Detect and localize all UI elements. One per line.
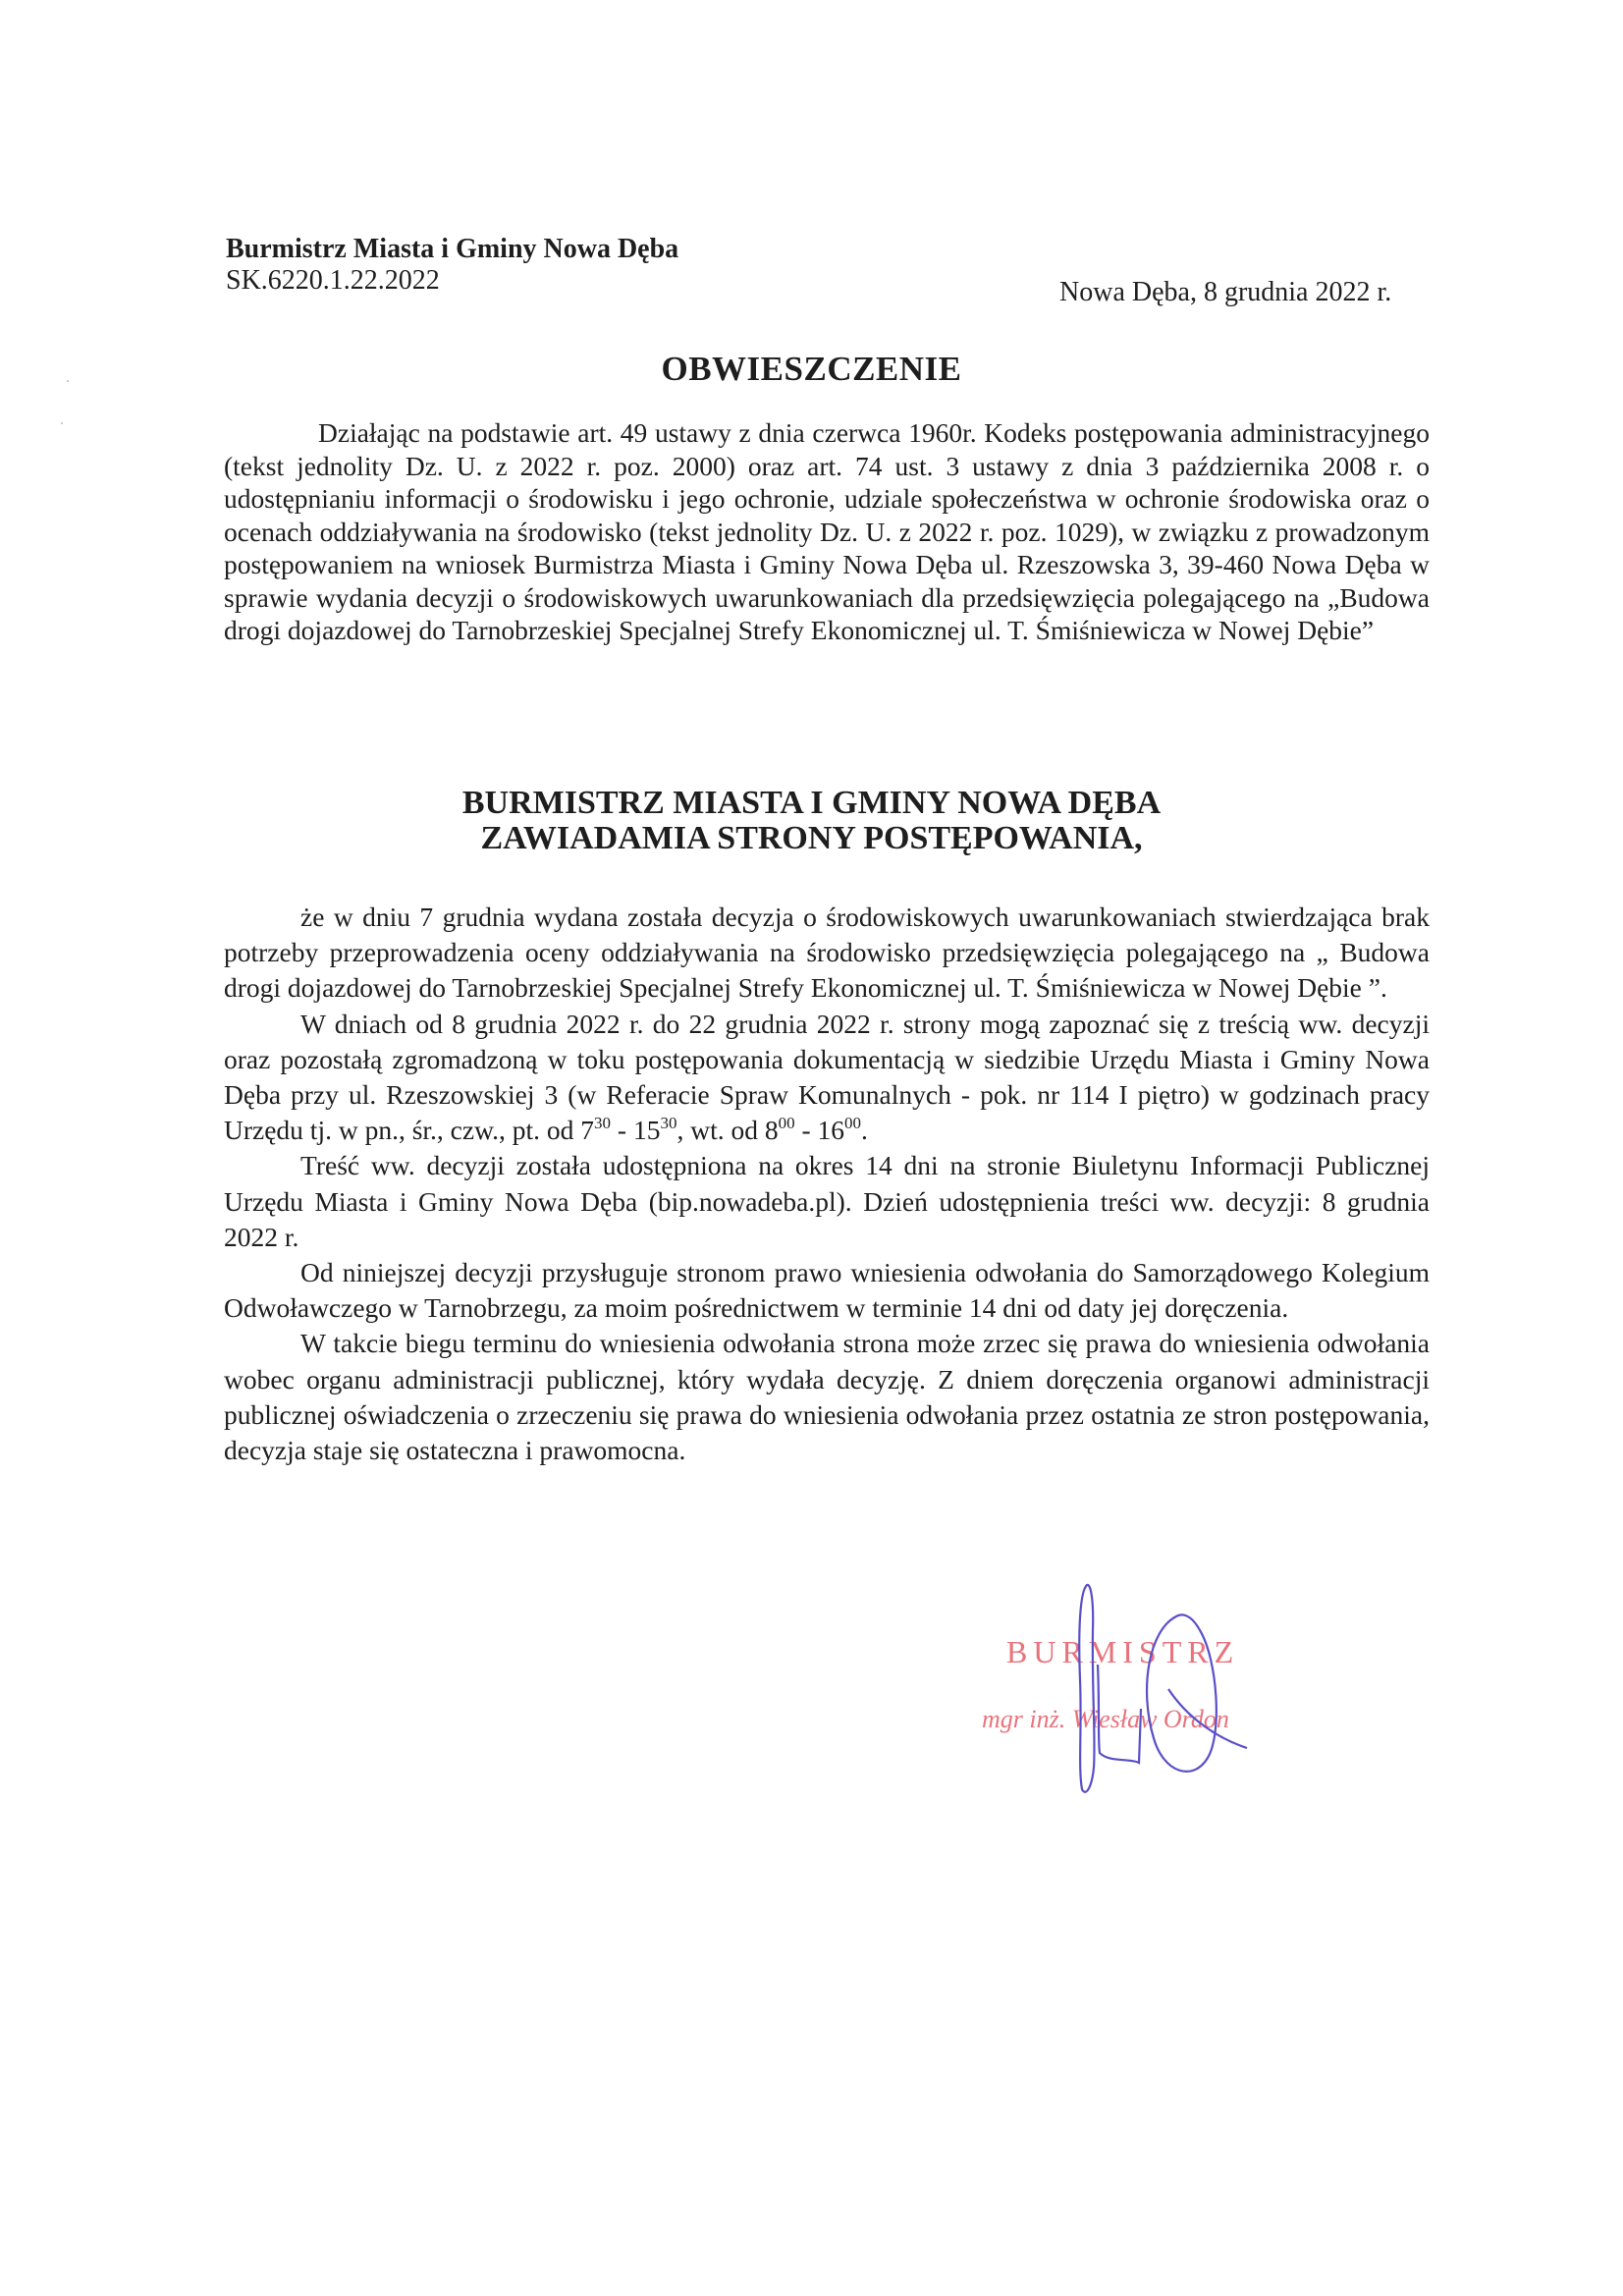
decision-paragraph: że w dniu 7 grudnia wydana została decyzja o środowiskowych uwarunkowaniach stwierdzająca brak potrzeby przeprowadzenia oceny oddziaływania na środowisko przedsięwzięcia polegającego na „ Budowa drogi dojazdowej do Tarnobrzeskiej Specjalnej Strefy Ekonomicznej ul. T. Śmiśniewicza w Nowej Dębie ”. (224, 902, 1430, 1004)
announcement-body (224, 900, 1430, 1468)
stamp-signatory-name: mgr inż. Wiesław Ordon (982, 1705, 1229, 1733)
inspection-text: W dniach od 8 grudnia 2022 r. do 22 grudnia 2022 r. strony mogą zapoznać się z treścią ww. decyzji oraz pozostałą zgromadzoną w toku postępowania dokumentacją w siedzibie Urzędu Miasta i Gminy Nowa Dęba przy ul. Rzeszowskiej 3 (w Referacie Spraw Komunalnych - pok. nr 114 I piętro) w godzinach pracy Urzędu tj. w pn., śr., czw., pt. od (224, 1008, 1430, 1146)
hours-minutes: 00 (844, 1114, 862, 1133)
issuing-authority: Burmistrz Miasta i Gminy Nowa Dęba (226, 234, 679, 264)
inspection-paragraph (224, 1007, 1430, 1149)
announcement-heading (0, 786, 1623, 856)
handwritten-signature-icon (972, 1571, 1306, 1827)
hours-minutes: 00 (778, 1114, 795, 1133)
official-stamp (972, 1571, 1306, 1827)
heading-line-1: BURMISTRZ MIASTA I GMINY NOWA DĘBA (461, 785, 1162, 821)
scan-speck (61, 422, 63, 424)
hours-text: . (861, 1115, 868, 1146)
intro-paragraph (224, 416, 1430, 647)
hours-separator: - (611, 1115, 633, 1146)
hours-minutes: 30 (594, 1114, 612, 1133)
document-header (226, 234, 678, 297)
place-and-date: Nowa Dęba, 8 grudnia 2022 r. (1059, 277, 1392, 307)
document-title: OBWIESZCZENIE (661, 350, 962, 388)
hours-value: 15 (632, 1115, 661, 1146)
heading-line-2: ZAWIADAMIA STRONY POSTĘPOWANIA, (480, 820, 1143, 856)
case-number: SK.6220.1.22.2022 (226, 265, 440, 296)
hours-value: 8 (764, 1115, 779, 1146)
hours-text: , wt. od (676, 1115, 765, 1146)
hours-value: 7 (580, 1115, 595, 1146)
hours-value: 16 (817, 1115, 845, 1146)
appeal-paragraph: Od niniejszej decyzji przysługuje stronom prawo wniesienia odwołania do Samorządowego Kolegium Odwoławczego w Tarnobrzegu, za moim pośrednictwem w terminie 14 dni od daty jej doręczenia. (224, 1257, 1430, 1324)
intro-text: Działając na podstawie art. 49 ustawy z dnia czerwca 1960r. Kodeks postępowania administracyjnego (tekst jednolity Dz. U. z 2022 r. poz. 2000) oraz art. 74 ust. 3 ustawy z dnia 3 października 2008 r. o udostępnianiu informacji o środowisku i jego ochronie, udziale społeczeństwa w ochronie środowiska oraz o ocenach oddziaływania na środowisko (tekst jednolity Dz. U. z 2022 r. poz. 1029), w związku z prowadzonym postępowaniem na wniosek Burmistrza Miasta i Gminy Nowa Dęba ul. Rzeszowska 3, 39-460 Nowa Dęba w sprawie wydania decyzji o środowiskowych uwarunkowaniach dla przedsięwzięcia polegającego na „Budowa drogi dojazdowej do Tarnobrzeskiej Specjalnej Strefy Ekonomicznej ul. T. Śmiśniewicza w Nowej Dębie” (224, 417, 1430, 645)
hours-separator: - (794, 1115, 818, 1146)
appeal-waiver-paragraph: W takcie biegu terminu do wniesienia odwołania strona może zrzec się prawa do wniesienia odwołania wobec organu administracji publicznej, który wydała decyzję. Z dniem doręczenia organowi administracji publicznej oświadczenia o zrzeczeniu się prawa do wniesienia odwołania przez ostatnia ze stron postępowania, decyzja staje się ostateczna i prawomocna. (224, 1328, 1430, 1466)
bip-publication-paragraph: Treść ww. decyzji została udostępniona na okres 14 dni na stronie Biuletynu Informacji Publicznej Urzędu Miasta i Gminy Nowa Dęba (bip.nowadeba.pl). Dzień udostępnienia treści ww. decyzji: 8 grudnia 2022 r. (224, 1150, 1430, 1252)
stamp-title: BURMISTRZ (1006, 1634, 1240, 1669)
hours-minutes: 30 (660, 1114, 677, 1133)
